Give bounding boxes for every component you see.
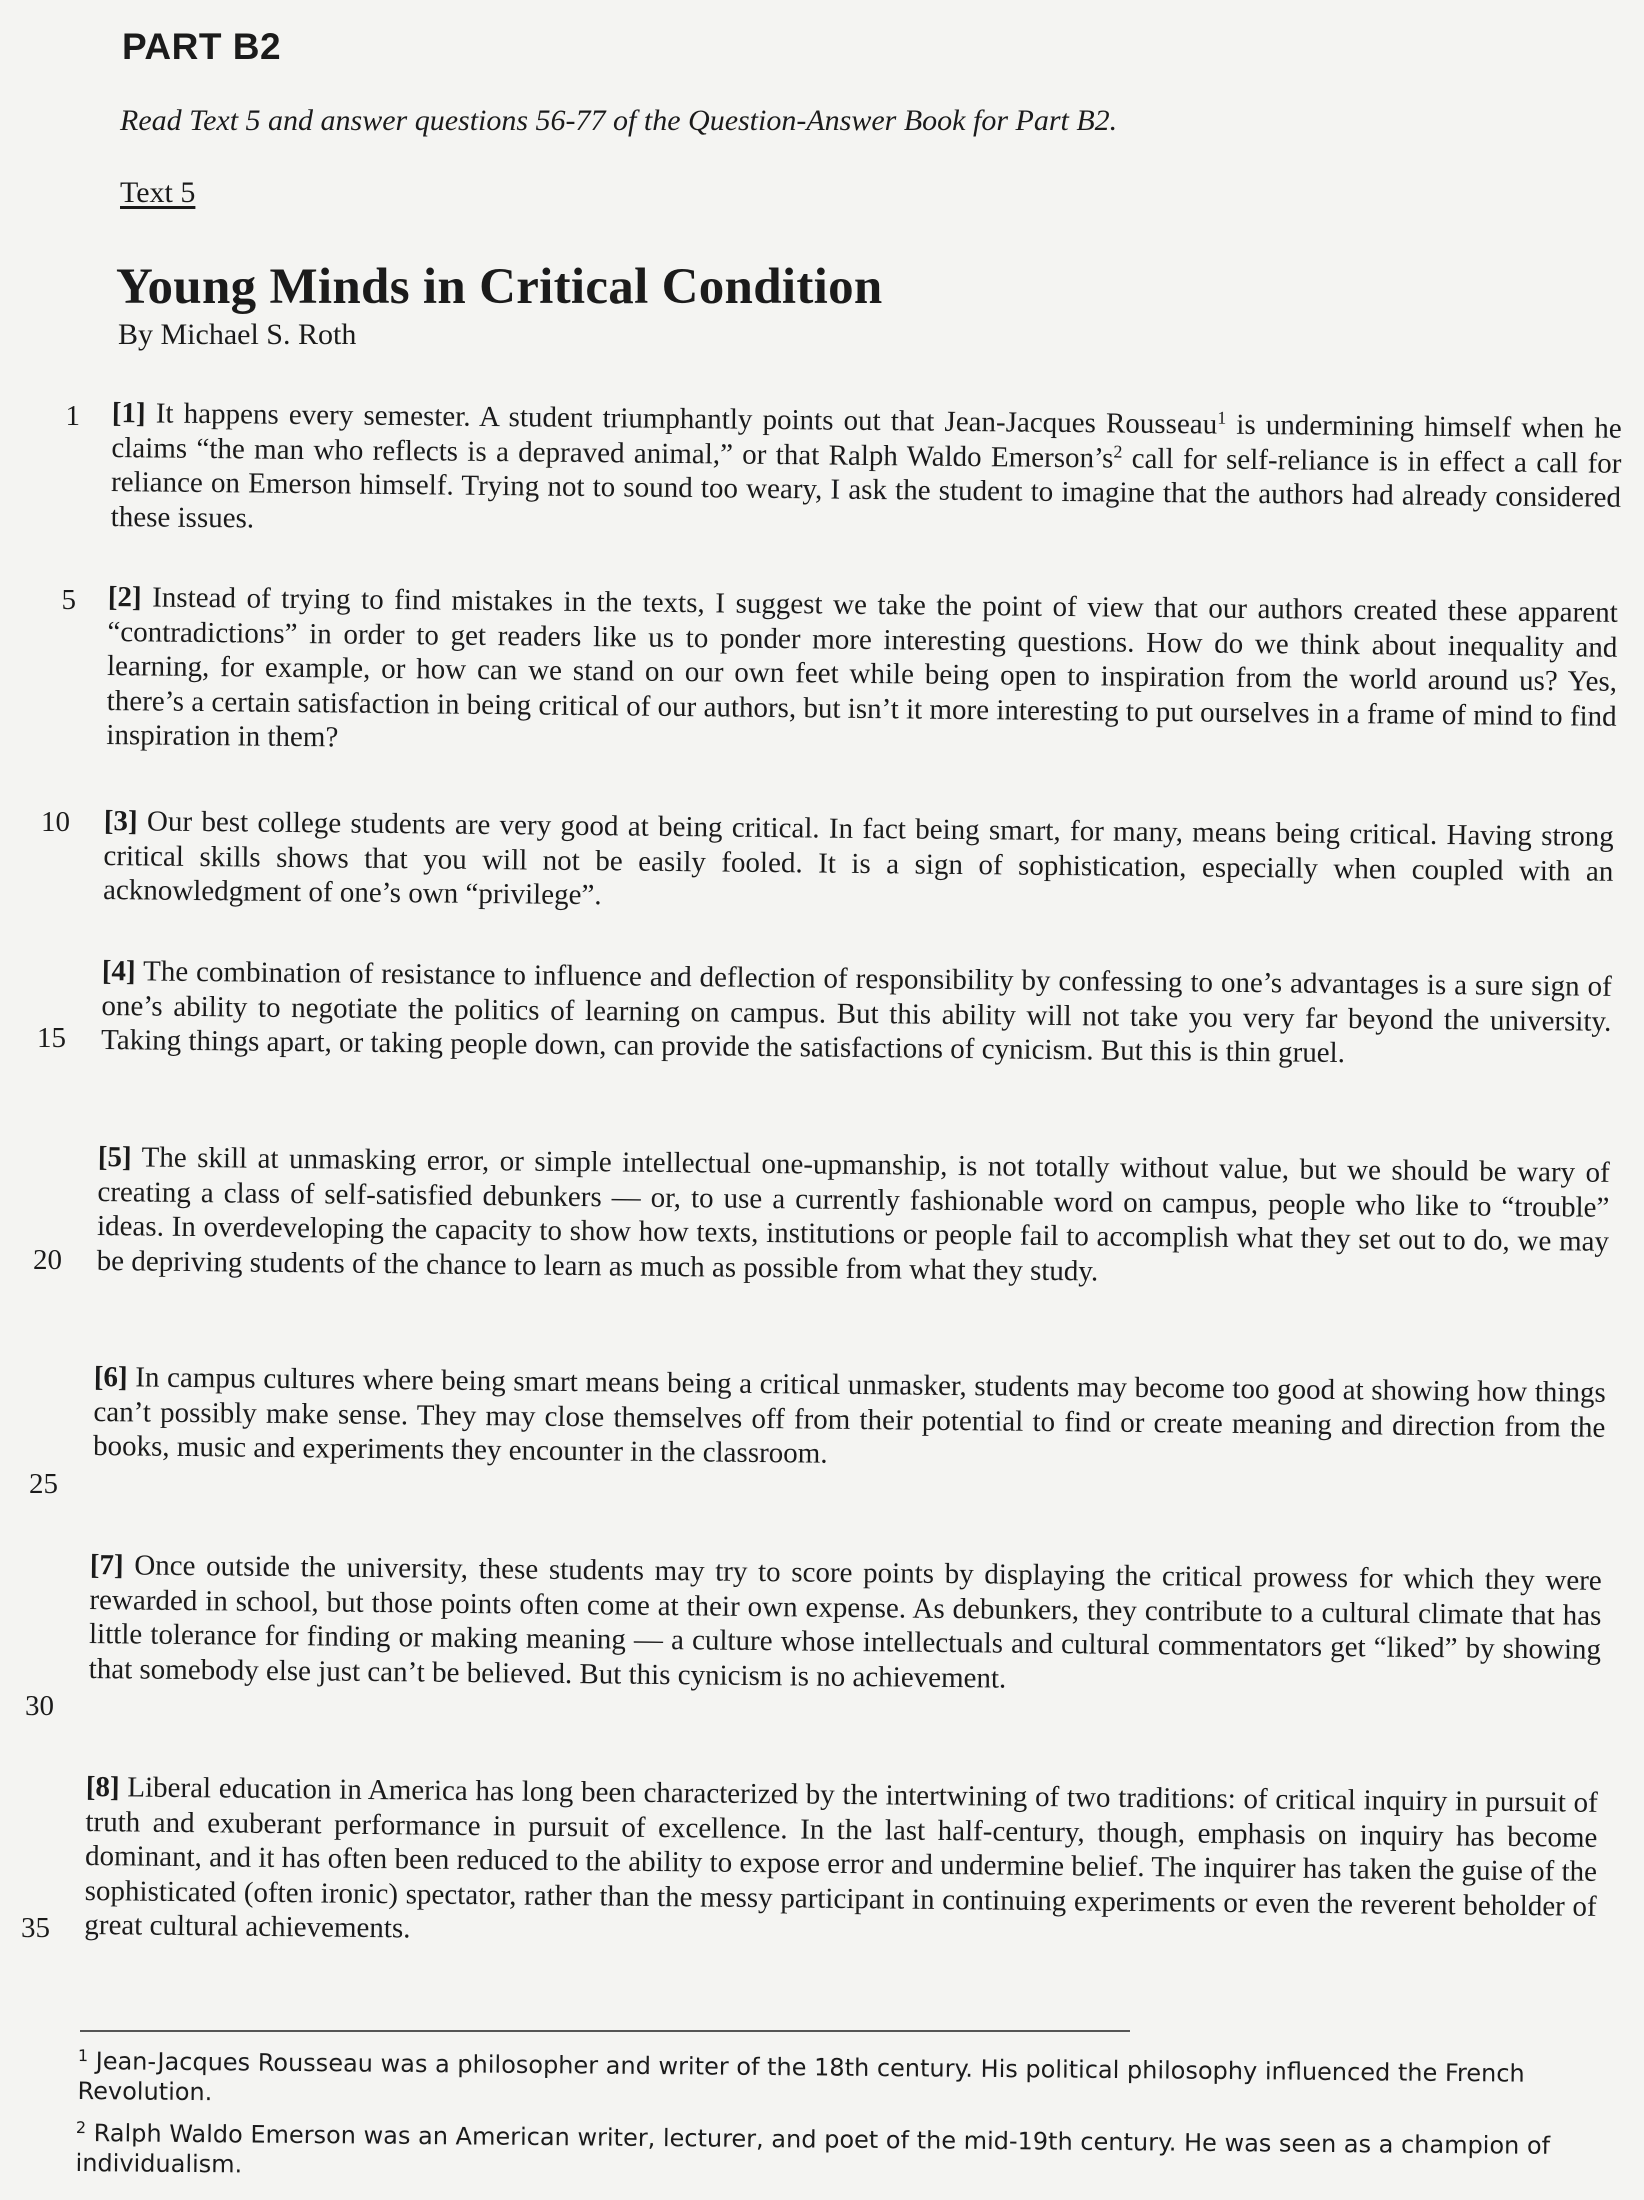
paragraph-number: [5] bbox=[97, 1141, 132, 1174]
line-number: 5 bbox=[61, 584, 76, 616]
paragraph-number: [3] bbox=[103, 804, 138, 838]
text-label: Text 5 bbox=[120, 176, 196, 209]
line-number: 20 bbox=[33, 1244, 62, 1276]
paragraph-number: [8] bbox=[85, 1771, 120, 1804]
reading-instruction: Read Text 5 and answer questions 56-77 of the Question-Answer Book for Part B2. bbox=[120, 104, 1118, 137]
paragraph-text: Instead of trying to find mistakes in the texts, I suggest we take the point of view that our authors created these apparent “contradictions” in order to get readers like us to ponder more interesting questions. How do we think about inequality and learning, for example, or how can we stand on our own feet while being open to inspiration from the world around us? Yes, there’s a certain satisfaction in being critical of our authors, but isn’t it more interesting to put ourselves in a frame of mind to find inspiration in them? bbox=[106, 581, 1618, 754]
paragraph-8 bbox=[84, 1770, 1598, 1958]
paragraph-3 bbox=[103, 804, 1614, 923]
footnote-text: Jean-Jacques Rousseau was a philosopher and writer of the 18th century. His political philosophy influenced the French Revolution. bbox=[77, 2047, 1525, 2107]
line-number: 25 bbox=[29, 1468, 58, 1500]
footnote-ref: 1 bbox=[1217, 407, 1227, 428]
paragraph-5 bbox=[97, 1140, 1610, 1294]
footnote-mark: 1 bbox=[77, 2046, 89, 2066]
paragraph-number: [2] bbox=[107, 580, 142, 614]
footnote-text: Ralph Waldo Emerson was an American writer, lecturer, and poet of the mid-19th century. He was seen as a champion of individualism. bbox=[75, 2119, 1551, 2179]
footnote-2 bbox=[75, 2118, 1575, 2191]
paragraph-number: [6] bbox=[93, 1361, 128, 1394]
footnote-ref: 2 bbox=[1113, 440, 1123, 462]
line-number: 1 bbox=[65, 400, 80, 432]
paragraph-text: Our best college students are very good at being critical. In fact being smart, for many, means being critical. Having strong critical skills shows that you will not be easily fooled. It is a sign of sophistication, especially when coupled with an acknowledgment of one’s own “privilege”. bbox=[102, 805, 1614, 912]
line-number: 30 bbox=[25, 1690, 54, 1722]
paragraph-text: call for self-reliance is in effect a call for reliance on Emerson himself. Trying not to sound too weary, I ask the student to imagine that the authors had already considered these issues. bbox=[110, 442, 1622, 534]
footnote-divider bbox=[80, 2030, 1130, 2032]
paragraph-4 bbox=[101, 954, 1612, 1073]
paragraph-1 bbox=[111, 396, 1622, 550]
article-byline: By Michael S. Roth bbox=[118, 318, 357, 351]
footnote-1 bbox=[77, 2046, 1567, 2119]
paragraph-text: It happens every semester. A student triumphantly points out that Jean-Jacques Rousseau bbox=[145, 397, 1218, 441]
line-number: 10 bbox=[41, 806, 70, 838]
line-number: 15 bbox=[37, 1022, 66, 1054]
paragraph-text: The skill at unmasking error, or simple intellectual one-upmanship, is not totally without value, but we should be wary of creating a class of self-satisfied debunkers — or, to use a currently fashionable word on campus, people who like to “trouble” ideas. In overdeveloping the capacity to show how texts, institutions or people fail to accomplish what they set out to do, we may be depriving students of the chance to learn as much as possible from what they study. bbox=[96, 1141, 1610, 1287]
paragraph-text: Once outside the university, these students may try to score points by displaying the critical prowess for which they were rewarded in school, but those points often come at their own expense. As debunkers, they contribute to a cultural climate that has little tolerance for finding or making meaning — a culture whose intellectuals and cultural commentators get “liked” by showing that somebody else just can’t be believed. But this cynicism is no achievement. bbox=[88, 1549, 1602, 1695]
article-title: Young Minds in Critical Condition bbox=[116, 259, 883, 315]
paragraph-text: In campus cultures where being smart means being a critical unmasker, students may become too good at showing how things can’t possibly make sense. They may close themselves off from their potential to find or create meaning and direction from the books, music and experiments they encounter in the classroom. bbox=[92, 1361, 1606, 1470]
paragraph-number: [7] bbox=[89, 1549, 124, 1582]
paragraph-text: Liberal education in America has long been characterized by the intertwining of two traditions: of critical inquiry in pursuit of truth and exuberant performance in pursuit of excellence. In the last half-century, though, emphasis on inquiry has become dominant, and it has often been reduced to the ability to expose error and undermine belief. The inquirer has taken the guise of the sophisticated (often ironic) spectator, rather than the messy participant in continuing experiments or even the reverent beholder of great cultural achievements. bbox=[84, 1771, 1598, 1945]
paragraph-6 bbox=[93, 1360, 1606, 1479]
paragraph-2 bbox=[106, 580, 1618, 768]
paragraph-text: is undermining himself when he claims “the man who reflects is a depraved animal,” or that Ralph Waldo Emerson’s bbox=[111, 408, 1622, 474]
paragraph-number: [1] bbox=[111, 396, 146, 430]
paragraph-7 bbox=[89, 1548, 1602, 1702]
line-number: 35 bbox=[21, 1912, 50, 1944]
footnote-mark: 2 bbox=[75, 2118, 87, 2138]
paragraph-text: The combination of resistance to influence and deflection of responsibility by confessing to one’s advantages is a sure sign of one’s ability to negotiate the politics of learning on campus. But this ability will not take you very far beyond the university. Taking things apart, or taking people down, can provide the satisfactions of cynicism. But this is thin gruel. bbox=[100, 955, 1612, 1070]
part-title: PART B2 bbox=[122, 26, 282, 67]
paragraph-number: [4] bbox=[101, 954, 136, 988]
